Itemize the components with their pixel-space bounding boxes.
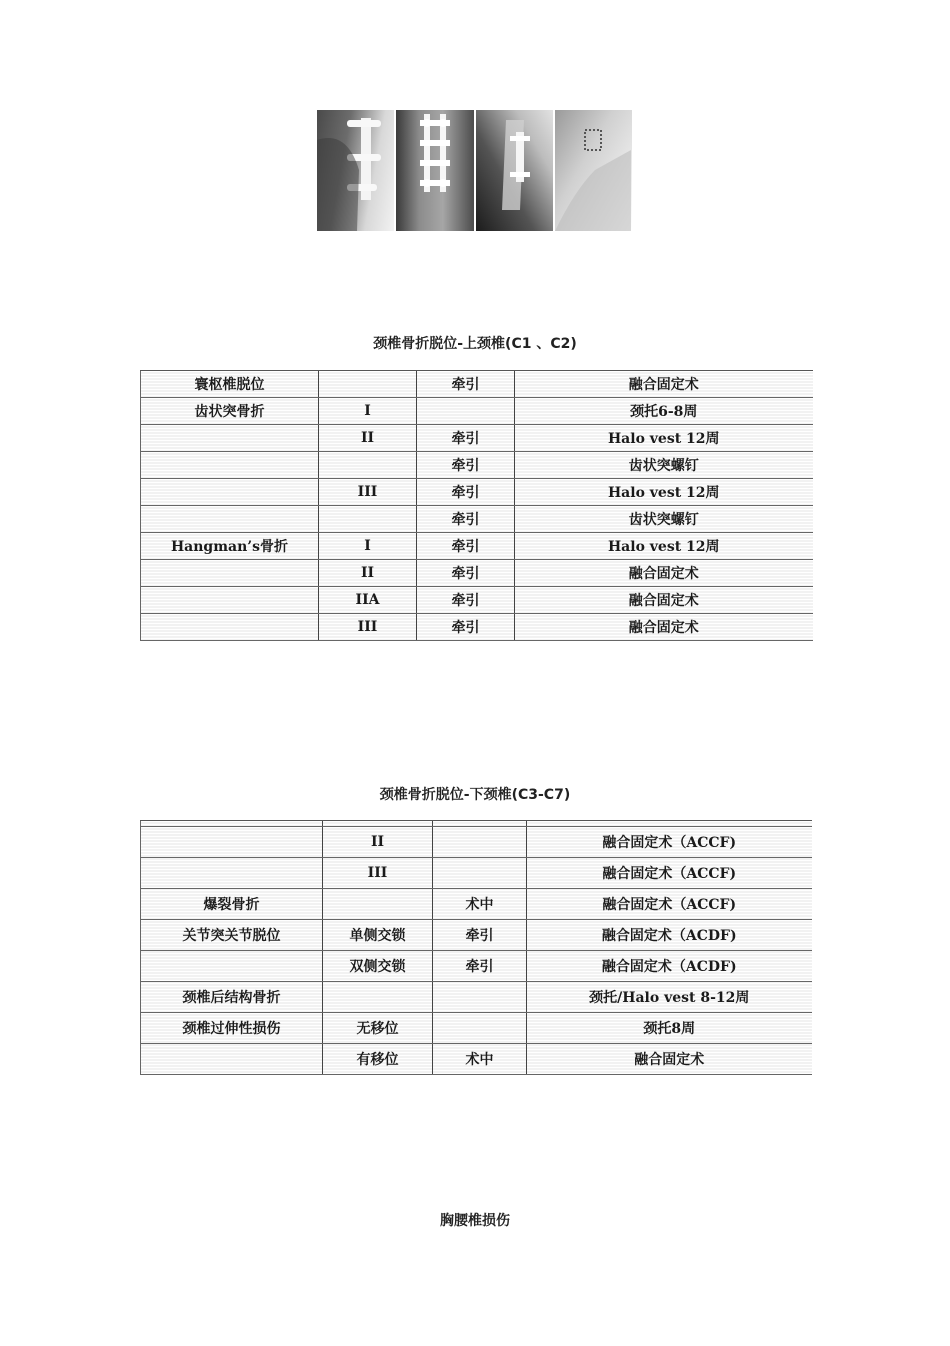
treatment-cell: 融合固定术 (515, 560, 813, 587)
injury-type-cell (141, 425, 319, 452)
table-row (141, 827, 812, 858)
injury-type-cell (141, 587, 319, 614)
injury-type-cell: 颈椎过伸性损伤 (141, 1013, 323, 1044)
treatment-cell: 融合固定术（ACCF) (527, 889, 812, 920)
classification-cell (319, 371, 417, 398)
injury-type-cell (141, 479, 319, 506)
classification-cell: 有移位 (323, 1044, 433, 1075)
classification-cell: I (319, 533, 417, 560)
treatment-cell: 融合固定术 (515, 587, 813, 614)
thoracolumbar-caption: 胸腰椎损伤 (440, 1213, 510, 1229)
pretreatment-cell: 牵引 (433, 951, 527, 982)
table-row (141, 1013, 812, 1044)
classification-cell: 单侧交锁 (323, 920, 433, 951)
table-row (141, 587, 813, 614)
injury-type-cell (141, 560, 319, 587)
pretreatment-cell (417, 398, 515, 425)
treatment-cell: Halo vest 12周 (515, 425, 813, 452)
injury-type-cell (141, 614, 319, 641)
classification-cell (323, 982, 433, 1013)
classification-cell (319, 452, 417, 479)
classification-cell: II (319, 425, 417, 452)
pretreatment-cell: 牵引 (417, 506, 515, 533)
treatment-cell: Halo vest 12周 (515, 533, 813, 560)
table-row (141, 371, 813, 398)
classification-cell: III (319, 614, 417, 641)
treatment-cell: Halo vest 12周 (515, 479, 813, 506)
lower-cervical-caption: 颈椎骨折脱位-下颈椎(C3-C7) (379, 787, 571, 803)
pretreatment-cell: 牵引 (417, 452, 515, 479)
treatment-cell: 齿状突螺钉 (515, 452, 813, 479)
pretreatment-cell: 牵引 (417, 587, 515, 614)
table-row (141, 1044, 812, 1075)
table-row (141, 560, 813, 587)
treatment-cell: 融合固定术（ACDF) (527, 920, 812, 951)
xray-image-strip (317, 110, 632, 231)
table-row (141, 858, 812, 889)
treatment-cell: 融合固定术 (515, 371, 813, 398)
injury-type-cell (141, 858, 323, 889)
pretreatment-cell: 牵引 (417, 614, 515, 641)
pretreatment-cell: 牵引 (433, 920, 527, 951)
injury-type-cell (141, 1044, 323, 1075)
treatment-cell: 颈托6-8周 (515, 398, 813, 425)
injury-type-cell: 颈椎后结构骨折 (141, 982, 323, 1013)
xray-lateral-anterior-plate-icon (317, 110, 396, 231)
treatment-cell: 融合固定术（ACCF) (527, 827, 812, 858)
injury-type-cell (141, 951, 323, 982)
classification-cell (323, 889, 433, 920)
upper-cervical-table (140, 370, 813, 641)
xray-lateral-cage-icon (555, 110, 632, 231)
xray-lateral-plate-icon (476, 110, 555, 231)
pretreatment-cell: 牵引 (417, 533, 515, 560)
table-row (141, 533, 813, 560)
pretreatment-cell (433, 827, 527, 858)
classification-cell: I (319, 398, 417, 425)
injury-type-cell (141, 506, 319, 533)
lower-cervical-table (140, 820, 812, 1075)
pretreatment-cell: 术中 (433, 889, 527, 920)
pretreatment-cell: 牵引 (417, 371, 515, 398)
injury-type-cell: 关节突关节脱位 (141, 920, 323, 951)
classification-cell: 无移位 (323, 1013, 433, 1044)
treatment-cell: 颈托8周 (527, 1013, 812, 1044)
treatment-cell: 融合固定术 (527, 1044, 812, 1075)
classification-cell: IIA (319, 587, 417, 614)
treatment-cell: 齿状突螺钉 (515, 506, 813, 533)
table-row (141, 889, 812, 920)
table-row (141, 425, 813, 452)
table-row (141, 920, 812, 951)
classification-cell: 双侧交锁 (323, 951, 433, 982)
treatment-cell: 颈托/Halo vest 8-12周 (527, 982, 812, 1013)
injury-type-cell: 寰枢椎脱位 (141, 371, 319, 398)
injury-type-cell (141, 452, 319, 479)
table-row (141, 452, 813, 479)
pretreatment-cell: 术中 (433, 1044, 527, 1075)
classification-cell: III (323, 858, 433, 889)
classification-cell: II (323, 827, 433, 858)
pretreatment-cell (433, 858, 527, 889)
pretreatment-cell (433, 982, 527, 1013)
upper-cervical-caption: 颈椎骨折脱位-上颈椎(C1 、C2) (373, 336, 577, 352)
injury-type-cell: Hangman’s骨折 (141, 533, 319, 560)
treatment-cell: 融合固定术（ACDF) (527, 951, 812, 982)
injury-type-cell: 爆裂骨折 (141, 889, 323, 920)
table-row (141, 398, 813, 425)
classification-cell: III (319, 479, 417, 506)
pretreatment-cell: 牵引 (417, 479, 515, 506)
treatment-cell: 融合固定术 (515, 614, 813, 641)
xray-ap-cage-icon (396, 110, 475, 231)
treatment-cell: 融合固定术（ACCF) (527, 858, 812, 889)
table-row (141, 614, 813, 641)
injury-type-cell: 齿状突骨折 (141, 398, 319, 425)
table-row (141, 506, 813, 533)
injury-type-cell (141, 827, 323, 858)
table-row (141, 479, 813, 506)
classification-cell: II (319, 560, 417, 587)
classification-cell (319, 506, 417, 533)
pretreatment-cell (433, 1013, 527, 1044)
pretreatment-cell: 牵引 (417, 425, 515, 452)
pretreatment-cell: 牵引 (417, 560, 515, 587)
table-row (141, 951, 812, 982)
table-row (141, 982, 812, 1013)
